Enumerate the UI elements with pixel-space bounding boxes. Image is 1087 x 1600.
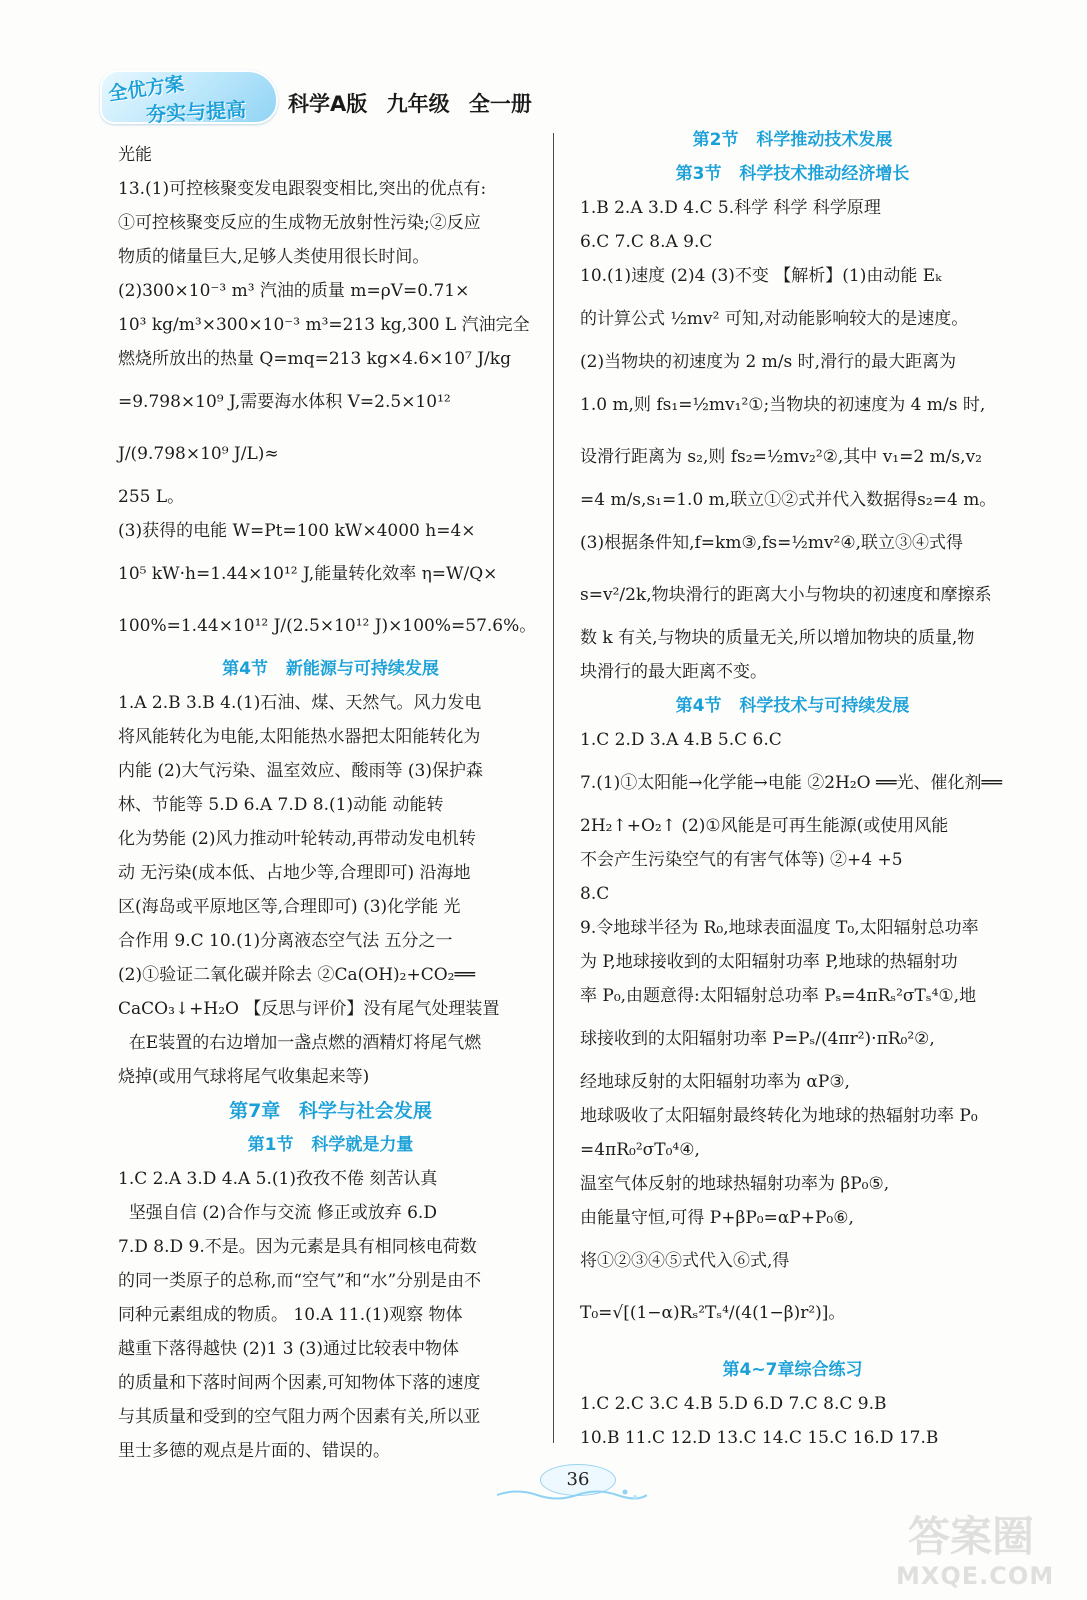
answer-line: 在E装置的右边增加一盏点燃的酒精灯将尾气燃	[118, 1033, 482, 1053]
answer-line: 100%=1.44×10¹² J/(2.5×10¹² J)×100%=57.6%。	[118, 616, 537, 636]
answer-line: (2)300×10⁻³ m³ 汽油的质量 m=ρV=0.71×	[118, 281, 470, 301]
answer-line: 1.C 2.A 3.D 4.A 5.(1)孜孜不倦 刻苦认真	[118, 1169, 438, 1189]
answer-line: (3)获得的电能 W=Pt=100 kW×4000 h=4×	[118, 521, 476, 541]
answer-line: 地球吸收了太阳辐射最终转化为地球的热辐射功率 P₀	[580, 1106, 978, 1126]
answer-line: 燃烧所放出的热量 Q=mq=213 kg×4.6×10⁷ J/kg	[118, 349, 511, 369]
answer-line: 数 k 有关,与物块的质量无关,所以增加物块的质量,物	[580, 628, 975, 648]
answer-line: 6.C 7.C 8.A 9.C	[580, 232, 713, 252]
column-divider	[553, 133, 554, 1443]
answer-line: 10.B 11.C 12.D 13.C 14.C 15.C 16.D 17.B	[580, 1428, 939, 1448]
answer-line: 1.C 2.C 3.C 4.B 5.D 6.D 7.C 8.C 9.B	[580, 1394, 887, 1414]
answer-line: 将①②③④⑤式代入⑥式,得 T₀=√[(1−α)Rₛ²Tₛ⁴/(4(1−β)r²)]。	[580, 1251, 846, 1323]
footer-wave-ornament	[497, 1488, 647, 1502]
answer-line: 里士多德的观点是片面的、错误的。	[118, 1441, 390, 1461]
answer-line: 由能量守恒,可得 P+βP₀=αP+P₀⑥,	[580, 1208, 854, 1228]
answer-line: 7.(1)①太阳能→化学能→电能 ②2H₂O ══光、催化剂══	[580, 773, 1002, 793]
answer-line: 的同一类原子的总称,而“空气”和“水”分别是由不	[118, 1271, 482, 1291]
logo-line-1: 全优方案	[107, 72, 186, 106]
answer-line: ①可控核聚变反应的生成物无放射性污染;②反应	[118, 213, 481, 233]
answer-line: 8.C	[580, 884, 610, 904]
section-heading: 第4~7章综合练习	[722, 1360, 863, 1380]
answer-line: CaCO₃↓+H₂O 【反思与评价】没有尾气处理装置	[118, 999, 500, 1019]
answer-line: 10⁵ kW·h=1.44×10¹² J,能量转化效率 η=W/Q×	[118, 564, 498, 584]
answer-line: 温室气体反射的地球热辐射功率为 βP₀⑤,	[580, 1174, 890, 1194]
answer-line: 林、节能等 5.D 6.A 7.D 8.(1)动能 动能转	[118, 795, 444, 815]
answer-line: 同种元素组成的物质。 10.A 11.(1)观察 物体	[118, 1305, 463, 1325]
section-heading: 第1节 科学就是力量	[247, 1135, 414, 1155]
site-watermark	[896, 1504, 1071, 1596]
answer-line: (2)当物块的初速度为 2 m/s 时,滑行的最大距离为	[580, 352, 957, 372]
answer-line: 化为势能 (2)风力推动叶轮转动,再带动发电机转	[118, 829, 476, 849]
answer-line: 为 P,地球接收到的太阳辐射功率 P,地球的热辐射功	[580, 952, 958, 972]
answer-line: 坚强自信 (2)合作与交流 修正或放弃 6.D	[118, 1203, 437, 1223]
answer-line: 1.A 2.B 3.B 4.(1)石油、煤、天然气。风力发电	[118, 693, 482, 713]
answer-line: 越重下落得越快 (2)1 3 (3)通过比较表中物体	[118, 1339, 460, 1359]
answer-line: 烧掉(或用气球将尾气收集起来等)	[118, 1067, 370, 1087]
answer-line: 设滑行距离为 s₂,则 fs₂=½mv₂²②,其中 v₁=2 m/s,v₂	[580, 447, 982, 467]
answer-line: 不会产生污染空气的有害气体等) ②+4 +5	[580, 850, 903, 870]
answer-line: 球接收到的太阳辐射功率 P=Pₛ/(4πr²)·πR₀²②,	[580, 1029, 935, 1049]
answer-line: 内能 (2)大气污染、温室效应、酸雨等 (3)保护森	[118, 761, 483, 781]
answer-line: 合作用 9.C 10.(1)分离液态空气法 五分之一	[118, 931, 453, 951]
watermark-logo-text: 答案圈	[908, 1512, 1035, 1561]
answer-line: 1.C 2.D 3.A 4.B 5.C 6.C	[580, 730, 782, 750]
answer-line: s=v²/2k,物块滑行的距离大小与物块的初速度和摩擦系	[580, 585, 992, 605]
answer-line: 与其质量和受到的空气阻力两个因素有关,所以亚	[118, 1407, 481, 1427]
answer-line: 物质的储量巨大,足够人类使用很长时间。	[118, 247, 430, 267]
answer-line: 块滑行的最大距离不变。	[580, 662, 767, 682]
answer-line: 光能	[118, 145, 152, 165]
answer-line: 的质量和下落时间两个因素,可知物体下落的速度	[118, 1373, 481, 1393]
answer-line: 率 P₀,由题意得:太阳辐射总功率 Pₛ=4πRₛ²σTₛ⁴①,地	[580, 986, 977, 1006]
section-heading: 第2节 科学推动技术发展	[692, 130, 893, 150]
answer-line: 动 无污染(成本低、占地少等,合理即可) 沿海地	[118, 863, 471, 883]
answer-line: 将风能转化为电能,太阳能热水器把太阳能转化为	[118, 727, 481, 747]
answer-line: 区(海岛或平原地区等,合理即可) (3)化学能 光	[118, 897, 461, 917]
section-heading: 第4节 科学技术与可持续发展	[675, 696, 910, 716]
section-heading: 第3节 科学技术推动经济增长	[675, 164, 910, 184]
page-header	[100, 70, 660, 130]
answer-line: 10³ kg/m³×300×10⁻³ m³=213 kg,300 L 汽油完全	[118, 315, 530, 335]
answer-line: 1.B 2.A 3.D 4.C 5.科学 科学 科学原理	[580, 198, 881, 218]
answer-line: 9.令地球半径为 R₀,地球表面温度 T₀,太阳辐射总功率	[580, 918, 979, 938]
answer-line: 1.0 m,则 fs₁=½mv₁²①;当物块的初速度为 4 m/s 时,	[580, 395, 986, 415]
right-answer-column	[580, 123, 1005, 1455]
logo-line-2: 夯实与提高	[145, 97, 247, 127]
answer-line: 经地球反射的太阳辐射功率为 αP③,	[580, 1072, 850, 1092]
left-answer-column	[118, 138, 543, 1468]
answer-line: 13.(1)可控核聚变发电跟裂变相比,突出的优点有:	[118, 179, 487, 199]
answer-line: (3)根据条件知,f=km③,fs=½mv²④,联立③④式得	[580, 533, 964, 553]
series-logo	[100, 70, 278, 127]
answer-line: =4πR₀²σT₀⁴④,	[580, 1140, 700, 1160]
answer-line: 2H₂↑+O₂↑ (2)①风能是可再生能源(或使用风能	[580, 816, 949, 836]
answer-line: 7.D 8.D 9.不是。因为元素是具有相同核电荷数	[118, 1237, 477, 1257]
section-heading: 第7章 科学与社会发展	[229, 1100, 432, 1122]
section-heading: 第4节 新能源与可持续发展	[222, 659, 439, 679]
page-footer	[0, 1458, 1087, 1498]
answer-line: 的计算公式 ½mv² 可知,对动能影响较大的是速度。	[580, 309, 969, 329]
watermark-url: MXQE.COM	[896, 1562, 1055, 1590]
answer-line: =9.798×10⁹ J,需要海水体积 V=2.5×10¹² J/(9.798×10⁹ J/L)≈	[118, 392, 457, 464]
answer-line: (2)①验证二氧化碳并除去 ②Ca(OH)₂+CO₂══	[118, 965, 475, 985]
page-number: 36	[540, 1464, 616, 1496]
answer-line: =4 m/s,s₁=1.0 m,联立①②式并代入数据得s₂=4 m。	[580, 490, 997, 510]
answer-line: 10.(1)速度 (2)4 (3)不变 【解析】(1)由动能 Eₖ	[580, 266, 942, 286]
answer-line: 255 L。	[118, 487, 185, 507]
book-title: 科学A版 九年级 全一册	[288, 92, 532, 116]
